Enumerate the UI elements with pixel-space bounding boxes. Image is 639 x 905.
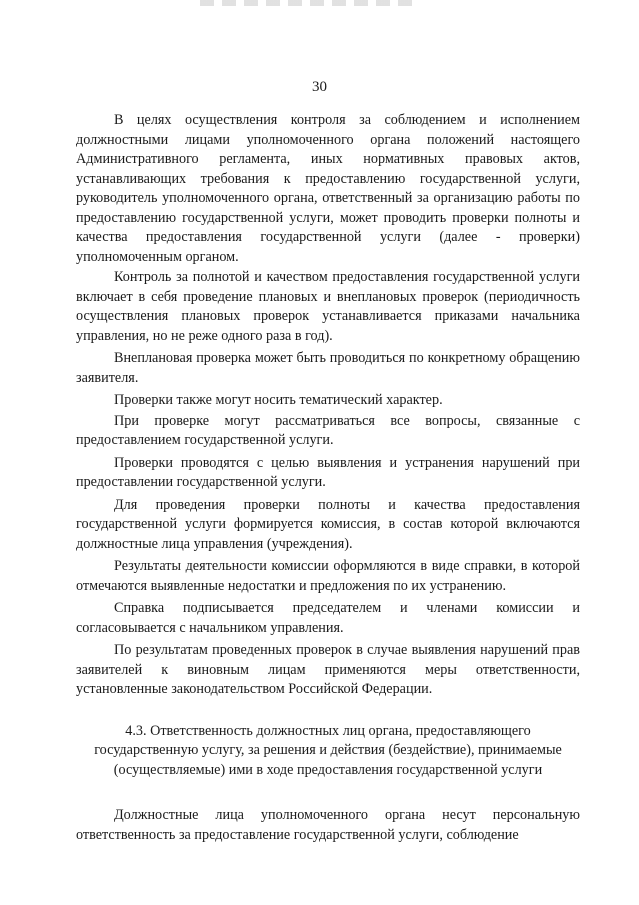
paragraph-unscheduled-check: Внеплановая проверка может быть проводиться по конкретному обращению заявителя. — [76, 350, 580, 386]
paragraph-violations: По результатам проведенных проверок в случае выявления нарушений прав заявителей к виновным лицам применяются меры ответственности, установленные законодательством Российской Федерации. — [76, 642, 580, 697]
paragraph-responsibility: Должностные лица уполномоченного органа несут персональную ответственность за предоставление государственной услуги, соблюдение — [76, 807, 580, 843]
paragraph-check-questions: При проверке могут рассматриваться все вопросы, связанные с предоставлением государственной услуги. — [76, 412, 580, 448]
paragraph-control-purpose: В целях осуществления контроля за соблюдением и исполнением должностными лицами уполномоченного органа положений настоящего Административного регламента, иных нормативных правовых актов, устанавливающих требования к предоставлению государственной услуги, руководитель уполномоченного органа, ответственный за организацию работы по предоставлению государственной услуги, может проводить проверки полноты и качества предоставления государственной услуги (далее - проверки) уполномоченным органом. — [76, 112, 580, 265]
paragraph-control-scope: Контроль за полнотой и качеством предоставления государственной услуги включает в себя проведение плановых и внеплановых проверок (периодичность осуществления плановых проверок устанавливается приказами начальника управления, но не реже одного раза в год). — [76, 269, 580, 344]
paragraph-commission: Для проведения проверки полноты и качества предоставления государственной услуги формируется комиссия, в состав которой включаются должностные лица управления (учреждения). — [76, 496, 580, 552]
section-heading: 4.3. Ответственность должностных лиц органа, предоставляющего государственную услугу, за решения и действия (бездействие), принимаемые (осуществляемые) ими в ходе предоставления государственной услуги — [94, 722, 562, 778]
document-body — [76, 111, 580, 846]
page-number: 30 — [312, 79, 327, 95]
paragraph-commission-results: Результаты деятельности комиссии оформляются в виде справки, в которой отмечаются выявленные недостатки и предложения по их устранению. — [76, 558, 580, 594]
paragraph-check-goal: Проверки проводятся с целью выявления и устранения нарушений при предоставлении государственной услуги. — [76, 454, 580, 490]
paragraph-report-signing: Справка подписывается председателем и членами комиссии и согласовывается с начальником управления. — [76, 600, 580, 636]
scan-artifact — [200, 0, 420, 6]
paragraph-thematic-check: Проверки также могут носить тематический характер. — [114, 392, 443, 408]
